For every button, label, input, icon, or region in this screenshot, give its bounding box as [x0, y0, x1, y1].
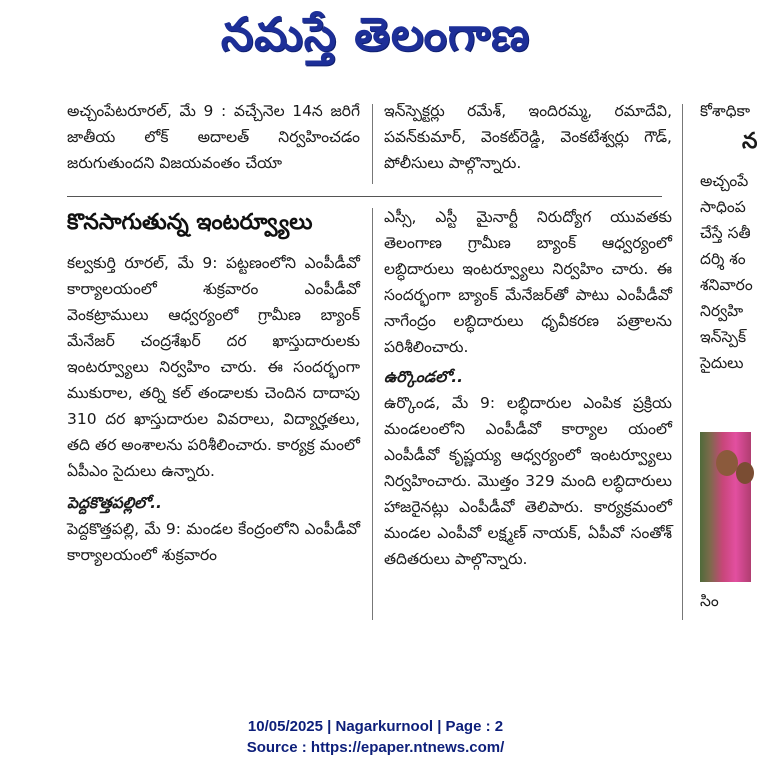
article-headline: కొనసాగుతున్న ఇంటర్వ్యూలు	[67, 210, 313, 235]
masthead-title: నమస్తే తెలంగాణ	[220, 7, 531, 61]
paragraph: అచ్చంపేటరూరల్, మే 9 : వచ్చేనెల 14న జరిగే జాతీయ లోక్ అదాలత్ నిర్వహించడం జరుగుతుందని విజయవంతం చేయా	[67, 102, 360, 172]
cropped-line: కోశాధికా	[700, 102, 751, 120]
cropped-line: సైదులు	[700, 354, 744, 372]
paragraph: పెద్దకొత్తపల్లి, మే 9: మండల కేంద్రంలోని ఎంపీడీవో కార్యాలయంలో శుక్రవారం	[67, 520, 360, 564]
column-left-top	[67, 98, 360, 176]
column-right-cropped	[700, 98, 757, 376]
newspaper-masthead	[0, 0, 751, 80]
cropped-line: శనివారం	[700, 276, 753, 294]
cropped-line: చేస్తే సతీ	[700, 224, 751, 242]
news-photo	[700, 432, 751, 582]
photo-caption: సిం	[700, 592, 719, 610]
cropped-headline: న	[742, 129, 757, 154]
footer-source-line: Source : https://epaper.ntnews.com/	[246, 739, 505, 756]
paragraph: ఇన్‌స్పెక్టర్లు రమేశ్, ఇందిరమ్మ, రమాదేవి, పవన్‌కుమార్, వెంకట్‌రెడ్డి, వెంకటేశ్వర్లు గౌడ్, పోలీసులు పాల్గొన్నారు.	[384, 102, 672, 172]
paragraph: ఉర్కొండ, మే 9: లబ్ధిదారుల ఎంపిక ప్రక్రియ మండలంలోని ఎంపీడీవో కార్యాల యంలో ఎంపీడీవో కృష్ణయ్య ఆధ్వర్యంలో ఇంటర్వ్యూలు నిర్వహించారు. మొత్తం 329 మంది లబ్ధిదారులు హాజరైనట్లు ఎంపీడీవో తెలిపారు. కార్యక్రమంలో మండల ఎంపీవో లక్ష్మణ్ నాయక్, ఏపీవో సంతోశ్ తదితరులు పాల్గొన్నారు.	[384, 394, 672, 568]
footer-date-line: 10/05/2025 | Nagarkurnool | Page : 2	[247, 718, 504, 735]
column-left-story	[67, 250, 360, 568]
column-divider	[372, 208, 373, 620]
subhead: ఉర్కొండలో..	[384, 368, 463, 386]
paragraph: కల్వకుర్తి రూరల్, మే 9: పట్టణంలోని ఎంపీడీవో కార్యాలయంలో శుక్రవారం ఎంపీడీవో వెంకట్రాములు ఆధ్వర్యంలో గ్రామీణ బ్యాంక్ మేనేజర్ చంద్రశేఖర్ దర ఖాస్తుదారులకు ఇంటర్వ్యూలు నిర్వహిం చారు. ఈ సందర్భంగా ముకురాల, తర్ని కల్ తండాలకు చెందిన దాదాపు 310 దర ఖాస్తుదారుల వివరాలు, విద్యార్హతలు, తది తర అంశాలను పరిశీలించారు. కార్యక్ర మంలో ఏపీఎం సైదులు ఉన్నారు.	[67, 254, 360, 480]
cropped-line: నిర్వహి	[700, 302, 744, 320]
cropped-line: దర్శి శం	[700, 250, 746, 268]
cropped-line: అచ్చంపే	[700, 172, 749, 190]
cropped-line: ఇన్‌స్పెక్	[700, 328, 747, 346]
cropped-line: సాధింప	[700, 198, 746, 216]
column-middle-story	[384, 204, 672, 572]
subhead: పెద్దకొత్తపల్లిలో..	[67, 494, 162, 512]
column-divider	[682, 104, 683, 620]
paragraph: ఎస్సీ, ఎస్టీ మైనార్టీ నిరుద్యోగ యువతకు తెలంగాణ గ్రామీణ బ్యాంక్ ఆధ్వర్యంలో లబ్ధిదారులు ఇంటర్వ్యూలు నిర్వహిం చారు. ఈ సందర్భంగా బ్యాంక్ మేనేజర్‌తో పాటు ఎంపీడీవో నాగేంద్రం లబ్ధిదారులు ధృవీకరణ పత్రాలను పరిశీలించారు.	[384, 208, 672, 356]
horizontal-rule	[67, 196, 662, 197]
column-divider	[372, 104, 373, 184]
person-figure	[736, 462, 754, 484]
person-figure	[716, 450, 738, 476]
page-footer	[0, 716, 751, 758]
column-middle-top	[384, 98, 672, 176]
